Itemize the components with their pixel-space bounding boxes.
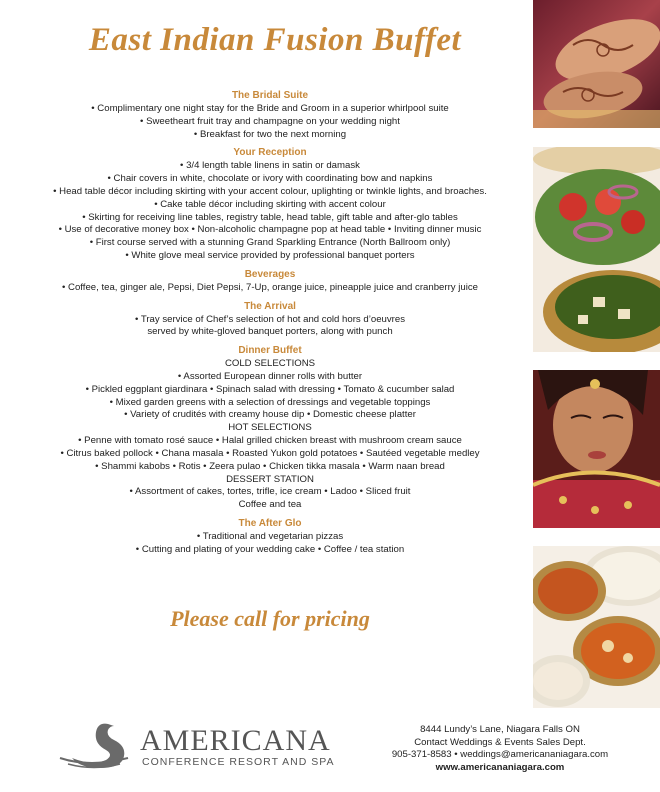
salad-and-curry-photo xyxy=(533,147,660,352)
section-heading: Dinner Buffet xyxy=(238,345,302,357)
section-heading: Your Reception xyxy=(233,147,307,159)
section-dinner-buffet xyxy=(0,345,540,512)
contact-address: 8444 Lundy’s Lane, Niagara Falls ON xyxy=(420,724,580,735)
curry-bowls-photo xyxy=(533,546,660,708)
section-beverages xyxy=(0,269,540,295)
section-heading: The Arrival xyxy=(244,300,296,312)
section-reception xyxy=(0,147,540,263)
menu-line: • Penne with tomato rosé sauce • Halal grilled chicken breast with mushroom cream sauce xyxy=(78,435,462,447)
menu-line: • Sweetheart fruit tray and champagne on your wedding night xyxy=(140,115,400,127)
contact-block xyxy=(380,724,620,774)
menu-line: served by white-gloved banquet porters, along with punch xyxy=(147,326,393,338)
sub-heading-cold: COLD SELECTIONS xyxy=(224,358,316,370)
section-after-glo xyxy=(0,518,540,557)
menu-line: • Citrus baked pollock • Chana masala • Roasted Yukon gold potatoes • Sautéed vegetable medley xyxy=(60,447,480,459)
logo-wordmark: AMERICANA xyxy=(140,724,331,757)
menu-line: • First course served with a stunning Grand Sparkling Entrance (North Ballroom only) xyxy=(89,237,451,249)
swan-logo-icon xyxy=(58,718,134,770)
section-bridal-suite xyxy=(0,90,540,141)
contact-website[interactable]: www.americananiagara.com xyxy=(435,761,565,773)
menu-line: • White glove meal service provided by professional banquet porters xyxy=(125,250,415,262)
section-heading: Beverages xyxy=(244,268,296,280)
menu-line: • Shammi kabobs • Rotis • Zeera pulao • Chicken tikka masala • Warm naan bread xyxy=(95,460,445,472)
pricing-note: Please call for pricing xyxy=(170,606,370,631)
page-title: East Indian Fusion Buffet xyxy=(88,22,462,58)
logo-subtitle: CONFERENCE RESORT AND SPA xyxy=(142,756,335,768)
menu-line: • Complimentary one night stay for the Bride and Groom in a superior whirlpool suite xyxy=(91,102,449,114)
menu-line: • Assortment of cakes, tortes, trifle, ice cream • Ladoo • Sliced fruit xyxy=(129,486,411,498)
contact-dept: Contact Weddings & Events Sales Dept. xyxy=(414,736,586,748)
menu-line: • Breakfast for two the next morning xyxy=(193,128,347,140)
menu-line: • Variety of crudités with creamy house dip • Domestic cheese platter xyxy=(124,409,416,421)
section-heading: The Bridal Suite xyxy=(231,90,309,101)
section-heading: The After Glo xyxy=(238,518,302,530)
sub-heading-dessert: DESSERT STATION xyxy=(226,473,314,485)
contact-phone-email: 905-371-8583 • weddings@americananiagara.com xyxy=(391,749,609,761)
menu-line: • Assorted European dinner rolls with butter xyxy=(177,370,363,382)
menu-line: • Traditional and vegetarian pizzas xyxy=(196,531,344,542)
americana-logo xyxy=(58,718,338,770)
menu-line: • Coffee, tea, ginger ale, Pepsi, Diet Pepsi, 7-Up, orange juice, pineapple juice and cranberry juice xyxy=(62,281,478,293)
menu-line: • Tray service of Chef’s selection of hot and cold hors d’oeuvres xyxy=(135,313,405,325)
menu-line: • Head table décor including skirting with your accent colour, uplighting or twinkle lights, and broaches. xyxy=(53,185,487,197)
sub-heading-hot: HOT SELECTIONS xyxy=(228,422,312,434)
menu-line: • Use of decorative money box • Non-alcoholic champagne pop at head table • Inviting dinner music xyxy=(58,224,482,236)
henna-hands-photo xyxy=(533,0,660,128)
menu-line: • Cake table décor including skirting with accent colour xyxy=(154,198,386,210)
menu-line: • Skirting for receiving line tables, registry table, head table, gift table and after-glo tables xyxy=(82,211,458,223)
bride-portrait-photo xyxy=(533,370,660,528)
menu-line: • Chair covers in white, chocolate or ivory with coordinating bow and napkins xyxy=(107,173,433,185)
menu-content xyxy=(0,90,540,557)
menu-line: Coffee and tea xyxy=(238,499,302,511)
section-arrival xyxy=(0,301,540,340)
menu-line: • Cutting and plating of your wedding cake • Coffee / tea station xyxy=(135,543,405,555)
menu-line: • Mixed garden greens with a selection of dressings and vegetable toppings xyxy=(109,396,431,408)
menu-line: • 3/4 length table linens in satin or damask xyxy=(180,160,360,172)
menu-line: • Pickled eggplant giardinara • Spinach salad with dressing • Tomato & cucumber salad xyxy=(85,383,455,395)
